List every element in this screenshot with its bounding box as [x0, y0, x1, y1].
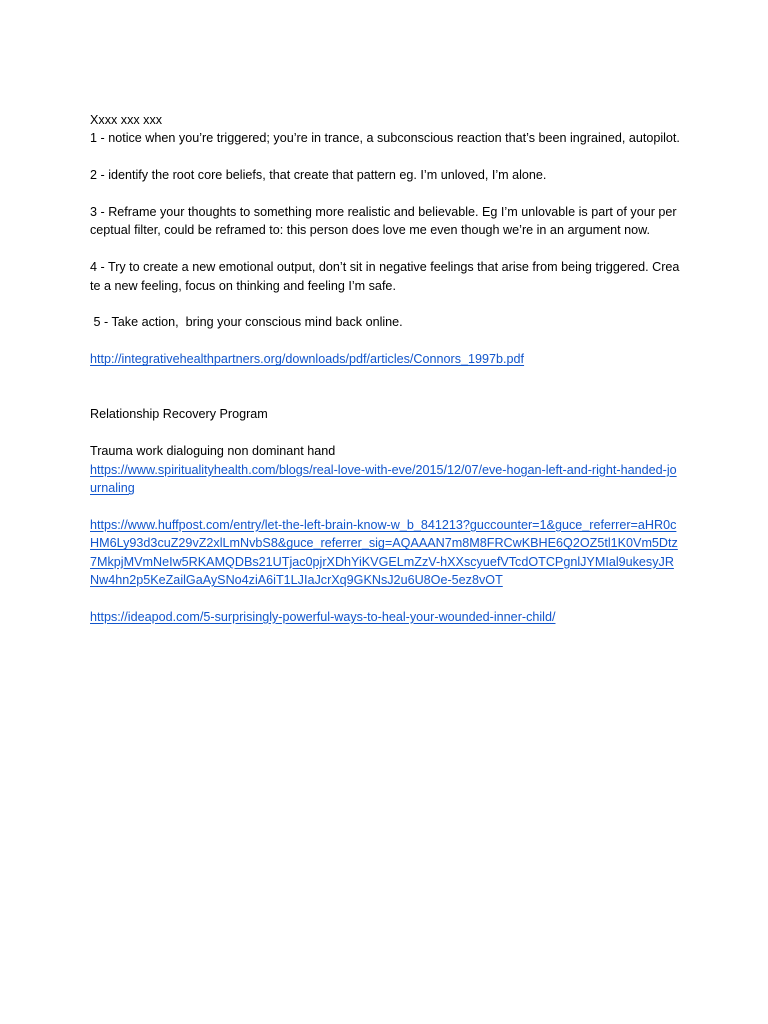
spirituality-health-link[interactable]: https://www.spiritualityhealth.com/blogs/real-love-with-eve/2015/12/07/eve-hogan-left-and-right-handed-journaling: [90, 462, 677, 495]
paragraph-spacer: [90, 332, 680, 350]
paragraph-spacer: [90, 387, 680, 405]
document-heading: Xxxx xxx xxx: [90, 113, 163, 127]
ideapod-link[interactable]: https://ideapod.com/5-surprisingly-powerful-ways-to-heal-your-wounded-inner-child/: [90, 609, 556, 624]
paragraph-spacer: [90, 185, 680, 203]
program-title: Relationship Recovery Program: [90, 407, 268, 422]
connors-pdf-link[interactable]: http://integrativehealthpartners.org/downloads/pdf/articles/Connors_1997b.pdf: [90, 352, 525, 367]
paragraph-spacer: [90, 589, 680, 607]
step-4-text: 4 - Try to create a new emotional output, don’t sit in negative feelings that arise from being triggered. Create a new feeling, focus on thinking and feeling I’m safe.: [90, 260, 680, 293]
step-3-text: 3 - Reframe your thoughts to something more realistic and believable. Eg I’m unlovable is part of your perceptual filter, could be reframed to: this person does love me even though we’re in an argument now.: [90, 205, 677, 238]
paragraph-spacer: [90, 424, 680, 442]
step-5-text: 5 - Take action, bring your conscious mind back online.: [90, 315, 403, 330]
paragraph-spacer: [90, 295, 680, 313]
paragraph-spacer: [90, 369, 680, 387]
document-page: [90, 111, 680, 626]
step-1-text: 1 - notice when you’re triggered; you’re in trance, a subconscious reaction that’s been ingrained, autopilot.: [90, 131, 680, 146]
step-2-text: 2 - identify the root core beliefs, that create that pattern eg. I’m unloved, I’m alone.: [90, 168, 547, 183]
huffpost-link[interactable]: https://www.huffpost.com/entry/let-the-left-brain-know-w_b_841213?guccounter=1&guce_referrer=aHR0cHM6Ly93d3cuZ29vZ2xlLmNvbS8&guce_referrer_sig=AQAAAN7m8M8FRCwKBHE6Q2OZ5tl1K0Vm5Dtz7MkpjMVmNeIw5RKAMQDBs21UTjac0pjrXDhYiKVGELmZzV-hXXscyuefVTcdOTCPgnlJYMIal9ukesyJRNw4hn2p5KeZailGaAySNo4ziA6iT1LJIaJcrXq9GKNsJ2u6U8Oe-5ez8vOT: [90, 517, 678, 588]
paragraph-spacer: [90, 148, 680, 166]
trauma-work-text: Trauma work dialoguing non dominant hand: [90, 444, 336, 459]
paragraph-spacer: [90, 497, 680, 515]
paragraph-spacer: [90, 240, 680, 258]
